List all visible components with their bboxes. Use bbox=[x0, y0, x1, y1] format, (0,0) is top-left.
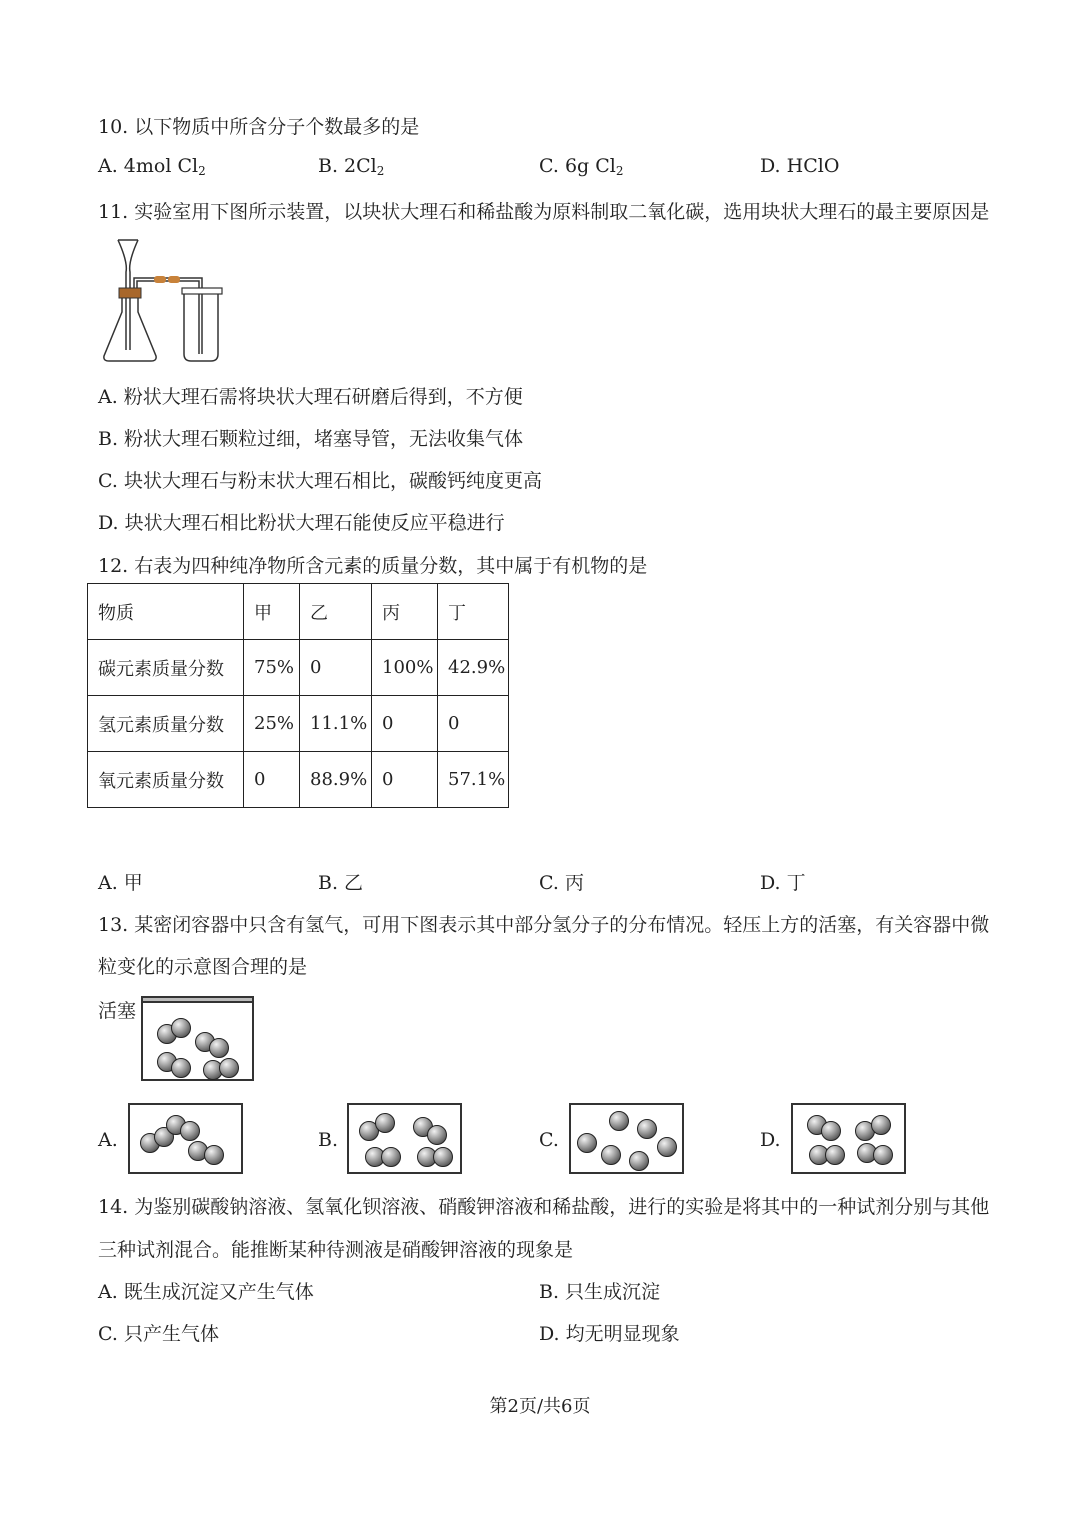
container-original bbox=[141, 996, 254, 1081]
molecule-atom bbox=[427, 1125, 447, 1145]
molecule-atom bbox=[873, 1145, 893, 1165]
table-header-row bbox=[88, 584, 509, 640]
q12-option-d: D. 丁 bbox=[760, 872, 806, 894]
q13-option-d-label: D. bbox=[760, 1129, 781, 1151]
q14-stem-line1: 14. 为鉴别碳酸钠溶液、氢氧化钡溶液、硝酸钾溶液和稀盐酸，进行的实验是将其中的一种试剂分别与其他 bbox=[98, 1196, 990, 1218]
molecule-atom bbox=[609, 1111, 629, 1131]
table-row bbox=[88, 752, 509, 808]
q11-option-d: D. 块状大理石相比粉状大理石能使反应平稳进行 bbox=[98, 512, 505, 534]
q12-stem: 12. 右表为四种纯净物所含元素的质量分数，其中属于有机物的是 bbox=[98, 555, 648, 577]
molecule-atom bbox=[171, 1058, 191, 1078]
table-cell: 丙 bbox=[372, 584, 438, 640]
molecule-atom bbox=[821, 1121, 841, 1141]
q14-stem-line2: 三种试剂混合。能推断某种待测液是硝酸钾溶液的现象是 bbox=[98, 1239, 574, 1261]
molecule-atom bbox=[871, 1115, 891, 1135]
molecule-atom bbox=[433, 1147, 453, 1167]
q12-option-c: C. 丙 bbox=[539, 872, 584, 894]
molecule-atom bbox=[381, 1147, 401, 1167]
molecule-atom bbox=[171, 1018, 191, 1038]
q12-option-a: A. 甲 bbox=[98, 872, 143, 894]
q11-option-b: B. 粉状大理石颗粒过细，堵塞导管，无法收集气体 bbox=[98, 428, 524, 450]
molecule-atom bbox=[209, 1038, 229, 1058]
q10-option-c: C. 6g $Cl_2$ bbox=[539, 155, 624, 178]
table-cell: 0 bbox=[244, 752, 300, 808]
piston-label: 活塞 bbox=[98, 1000, 137, 1022]
q13-stem-line2: 粒变化的示意图合理的是 bbox=[98, 956, 308, 978]
molecule-atom bbox=[637, 1119, 657, 1139]
piston bbox=[141, 996, 254, 1003]
table-row bbox=[88, 696, 509, 752]
table-row bbox=[88, 640, 509, 696]
table-cell: 0 bbox=[372, 752, 438, 808]
table-cell: 碳元素质量分数 bbox=[88, 640, 244, 696]
option-b-container bbox=[347, 1103, 462, 1174]
co2-apparatus-figure bbox=[98, 232, 228, 367]
q11-option-c: C. 块状大理石与粉末状大理石相比，碳酸钙纯度更高 bbox=[98, 470, 542, 492]
q13-option-b-label: B. bbox=[318, 1129, 339, 1151]
table-cell: 25% bbox=[244, 696, 300, 752]
q12-option-b: B. 乙 bbox=[318, 872, 364, 894]
q14-option-a: A. 既生成沉淀又产生气体 bbox=[98, 1281, 314, 1303]
q13-option-a-label: A. bbox=[98, 1129, 118, 1151]
table-cell: 57.1% bbox=[438, 752, 509, 808]
table-cell: 氧元素质量分数 bbox=[88, 752, 244, 808]
table-cell: 42.9% bbox=[438, 640, 509, 696]
table-cell: 乙 bbox=[300, 584, 372, 640]
option-c-container bbox=[569, 1103, 684, 1174]
q11-option-a: A. 粉状大理石需将块状大理石研磨后得到，不方便 bbox=[98, 386, 523, 408]
molecule-atom bbox=[629, 1151, 649, 1171]
molecule-atom bbox=[375, 1113, 395, 1133]
q13-option-c-label: C. bbox=[539, 1129, 559, 1151]
page-number: 第2页/共6页 bbox=[489, 1396, 591, 1417]
q14-option-b: B. 只生成沉淀 bbox=[539, 1281, 661, 1303]
q10-stem: 10. 以下物质中所含分子个数最多的是 bbox=[98, 116, 420, 138]
table-cell: 氢元素质量分数 bbox=[88, 696, 244, 752]
option-a-container bbox=[128, 1103, 243, 1174]
q13-stem-line1: 13. 某密闭容器中只含有氢气，可用下图表示其中部分氢分子的分布情况。轻压上方的活塞，有关容器中微 bbox=[98, 914, 990, 936]
table-cell: 11.1% bbox=[300, 696, 372, 752]
table-cell: 丁 bbox=[438, 584, 509, 640]
mass-fraction-table bbox=[87, 583, 509, 808]
q10-option-b: B. $2Cl_2$ bbox=[318, 155, 385, 178]
molecule-atom bbox=[577, 1133, 597, 1153]
molecule-atom bbox=[219, 1058, 239, 1078]
molecule-atom bbox=[601, 1145, 621, 1165]
q14-option-d: D. 均无明显现象 bbox=[539, 1323, 680, 1345]
table-cell: 甲 bbox=[244, 584, 300, 640]
table-cell: 100% bbox=[372, 640, 438, 696]
q10-option-d: D. HClO bbox=[760, 155, 840, 177]
table-cell: 75% bbox=[244, 640, 300, 696]
table-cell: 88.9% bbox=[300, 752, 372, 808]
molecule-atom bbox=[657, 1137, 677, 1157]
molecule-atom bbox=[204, 1145, 224, 1165]
molecule-atom bbox=[180, 1121, 200, 1141]
table-cell: 物质 bbox=[88, 584, 244, 640]
table-cell: 0 bbox=[300, 640, 372, 696]
q14-option-c: C. 只产生气体 bbox=[98, 1323, 219, 1345]
molecule-atom bbox=[825, 1145, 845, 1165]
q10-option-a: A. 4mol $Cl_2$ bbox=[98, 155, 206, 178]
q11-stem: 11. 实验室用下图所示装置，以块状大理石和稀盐酸为原料制取二氧化碳，选用块状大理石的最主要原因是 bbox=[98, 201, 990, 223]
option-d-container bbox=[791, 1103, 906, 1174]
table-cell: 0 bbox=[438, 696, 509, 752]
table-cell: 0 bbox=[372, 696, 438, 752]
